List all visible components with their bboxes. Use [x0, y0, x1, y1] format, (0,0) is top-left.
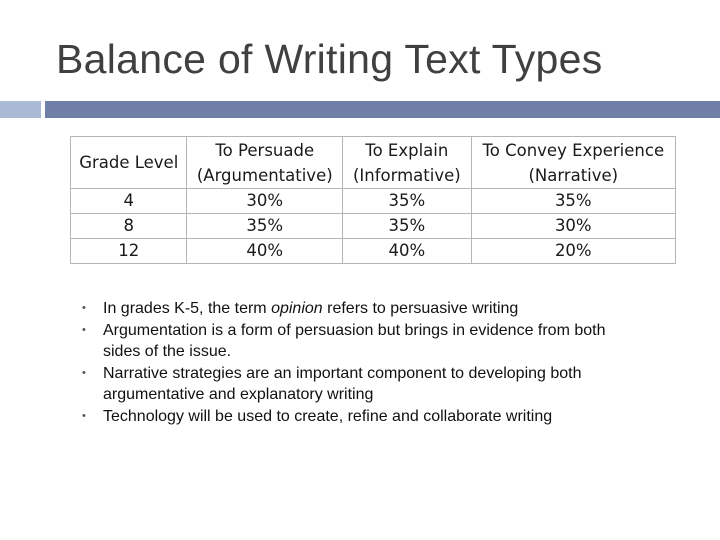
header-line: To Convey Experience: [482, 140, 665, 160]
title-rule-bar: [45, 101, 720, 118]
table-cell: 30%: [187, 189, 343, 214]
header-line: Grade Level: [79, 153, 179, 172]
header-convey-experience: [471, 137, 675, 189]
table-cell: 8: [71, 214, 187, 239]
title-rule-accent: [0, 101, 41, 118]
table-cell: 35%: [343, 189, 472, 214]
table-cell: 12: [71, 239, 187, 264]
bullet-list: [82, 298, 642, 427]
header-grade-level: [71, 137, 187, 189]
table-header-row: [71, 137, 676, 189]
header-line: (Narrative): [528, 165, 619, 185]
bullet-icon: •: [82, 409, 86, 422]
text-types-table: [70, 136, 676, 264]
header-explain: [343, 137, 472, 189]
bullet-text: In grades K-5, the term: [103, 300, 272, 317]
bullet-emphasis: opinion: [271, 300, 323, 317]
bullet-icon: •: [82, 302, 86, 314]
table-row: [71, 214, 676, 239]
table-cell: 35%: [187, 214, 343, 239]
header-line: To Persuade: [215, 140, 315, 160]
bullet-item: [82, 298, 642, 320]
header-line: To Explain: [365, 140, 449, 160]
table-row: [71, 239, 676, 264]
bullet-text: refers to persuasive writing: [322, 300, 519, 317]
table-cell: 35%: [343, 214, 472, 239]
bullet-text: Technology will be used to create, refine and collaborate writing: [103, 407, 553, 425]
bullet-text: Narrative strategies are an important component to developing both argumentative and explanatory writing: [103, 364, 582, 403]
header-line: (Informative): [352, 165, 461, 185]
slide-title: Balance of Writing Text Types: [56, 36, 603, 82]
table-cell: 30%: [471, 214, 675, 239]
table-cell: 35%: [471, 189, 675, 214]
bullet-item: [82, 363, 642, 406]
bullet-icon: •: [82, 366, 86, 379]
table-row: [71, 189, 676, 214]
bullet-item: [82, 320, 642, 363]
table-cell: 4: [71, 189, 187, 214]
header-persuade: [187, 137, 343, 189]
bullet-item: [82, 406, 642, 428]
table-cell: 20%: [471, 239, 675, 264]
table-cell: 40%: [187, 239, 343, 264]
bullet-text: Argumentation is a form of persuasion but brings in evidence from both sides of the issue.: [103, 321, 606, 360]
bullet-icon: •: [82, 323, 86, 336]
table-cell: 40%: [343, 239, 472, 264]
header-line: (Argumentative): [196, 165, 333, 185]
